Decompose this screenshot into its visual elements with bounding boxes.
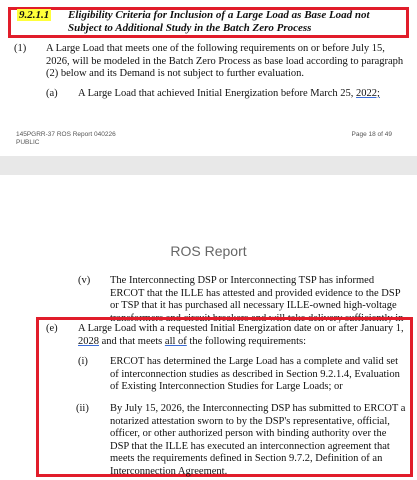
page-number: Page 18 of 49 [351,131,392,138]
page-footer-left [16,131,116,147]
item-e-text [78,323,406,348]
item-a-label: (a) [46,88,58,99]
item-e-year: 2028 [78,335,99,347]
report-header-title: ROS Report [170,243,247,259]
item-e-text-mid: and that meets [99,335,165,347]
item-i-label: (i) [78,356,88,367]
item-a-date: 2022; [356,88,380,99]
section-title: Eligibility Criteria for Inclusion of a Large Load as Base Load not Subject to Additional Study in the Batch Zero Process [68,9,370,34]
item-v-text: The Interconnecting DSP or Interconnecting TSP has informed ERCOT that the ILLE has attested and provided evidence to the DSP or TSP that it has purchased all necessary ILLE-owned high-voltage transformers and circuit breakers and will take delivery sufficiently in [110,275,404,323]
item-a-text-body: A Large Load that achieved Initial Energization before March 25, [78,88,357,99]
item-1-text: A Large Load that meets one of the following requirements on or before July 15, 2026, will be modeled in the Batch Zero Process as base load according to paragraph (2) below and its Demand is not subject to further evaluation. [46,43,404,79]
footer-classification: PUBLIC [16,139,40,146]
item-1-label: (1) [14,43,27,54]
item-e-all-of: all of [164,335,187,347]
page-separator [0,156,417,175]
item-e-text-end: the following requirements: [186,335,307,347]
item-e-text-start: A Large Load with a requested Initial Energization date on or after January 1, [78,323,404,334]
item-ii-text: By July 15, 2026, the Interconnecting DSP has submitted to ERCOT a notarized attestation sworn to by the DSP's representative, official, officer, or other authorized person with binding authority over the DSP that the ILLE has executed an interconnection agreement that meets the requirements defined in Section 9.7.2, Definition of an Interconnection Agreement. [110,403,406,477]
section-number: 9.2.1.1 [19,9,50,21]
footer-report-id: 145PGRR-37 ROS Report 040226 [16,131,116,138]
item-v-label: (v) [78,275,91,286]
section-heading [8,7,408,37]
item-i-text: ERCOT has determined the Large Load has a complete and valid set of interconnection studies as described in Section 9.2.1.4, Evaluation of Existing Interconnection Studies for Large Loads; or [110,356,400,392]
item-a-text [78,88,408,101]
item-ii-label: (ii) [76,403,89,414]
item-e-label: (e) [46,323,58,334]
